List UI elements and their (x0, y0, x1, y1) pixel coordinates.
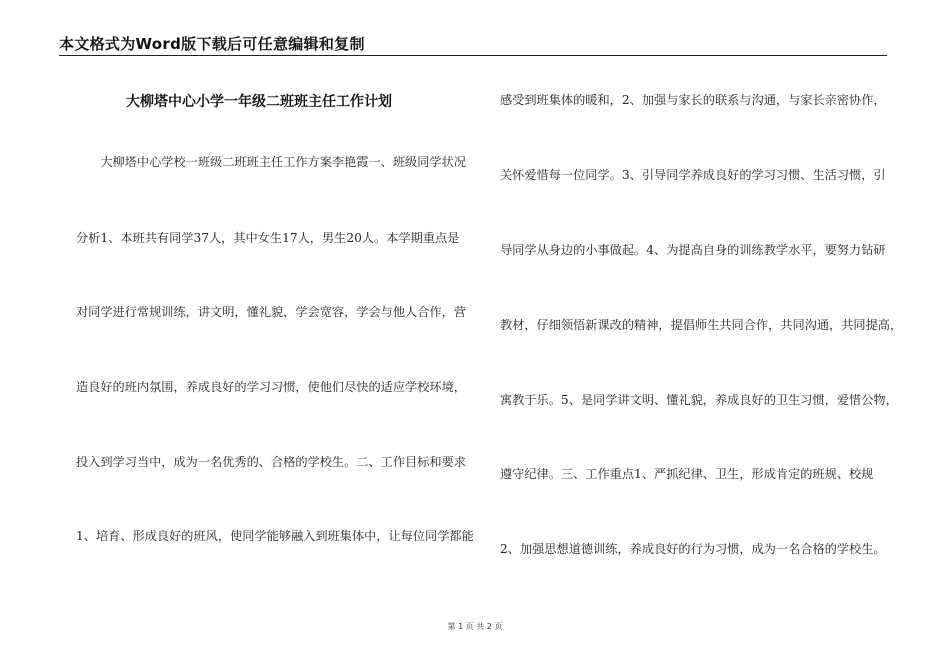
page-indicator: 第 1 页 共 2 页 (447, 622, 503, 631)
left-line-1: 大柳塔中心学校一班级二班班主任工作方案李艳霞一、班级同学状况 (76, 155, 466, 169)
left-line-3: 对同学进行常规训练，讲文明，懂礼貌，学会宽容，学会与他人合作，营 (76, 305, 466, 319)
document-title: 大柳塔中心小学一年级二班班主任工作计划 (126, 94, 392, 110)
right-line-5: 寓教于乐。5、是同学讲文明、懂礼貌，养成良好的卫生习惯，爱惜公物， (500, 393, 898, 407)
right-line-2: 关怀爱惜每一位同学。3、引导同学养成良好的学习习惯、生活习惯，引 (500, 168, 886, 182)
header-banner: 本文格式为Word版下载后可任意编辑和复制 (59, 35, 365, 53)
right-line-3: 导同学从身边的小事做起。4、为提高自身的训练教学水平，要努力钻研 (500, 243, 886, 257)
left-line-6: 1、培育、形成良好的班风，使同学能够融入到班集体中，让每位同学都能 (76, 529, 474, 543)
right-line-7: 2、加强思想道德训练，养成良好的行为习惯，成为一名合格的学校生。 (500, 542, 886, 556)
right-line-4: 教材，仔细领悟新课改的精神，提倡师生共同合作，共同沟通，共同提高， (500, 318, 903, 332)
header-rule (59, 55, 887, 56)
left-line-4: 造良好的班内氛围，养成良好的学习习惯，使他们尽快的适应学校环境， (76, 380, 466, 394)
left-line-2: 分析1、本班共有同学37人，其中女生17人，男生20人。本学期重点是 (76, 231, 460, 245)
right-line-6: 遵守纪律。三、工作重点1、严抓纪律、卫生，形成肯定的班规、校规 (500, 467, 874, 481)
right-line-1: 感受到班集体的暖和，2、加强与家长的联系与沟通，与家长亲密协作， (500, 93, 886, 107)
left-line-5: 投入到学习当中，成为一名优秀的、合格的学校生。二、工作目标和要求 (76, 455, 466, 469)
